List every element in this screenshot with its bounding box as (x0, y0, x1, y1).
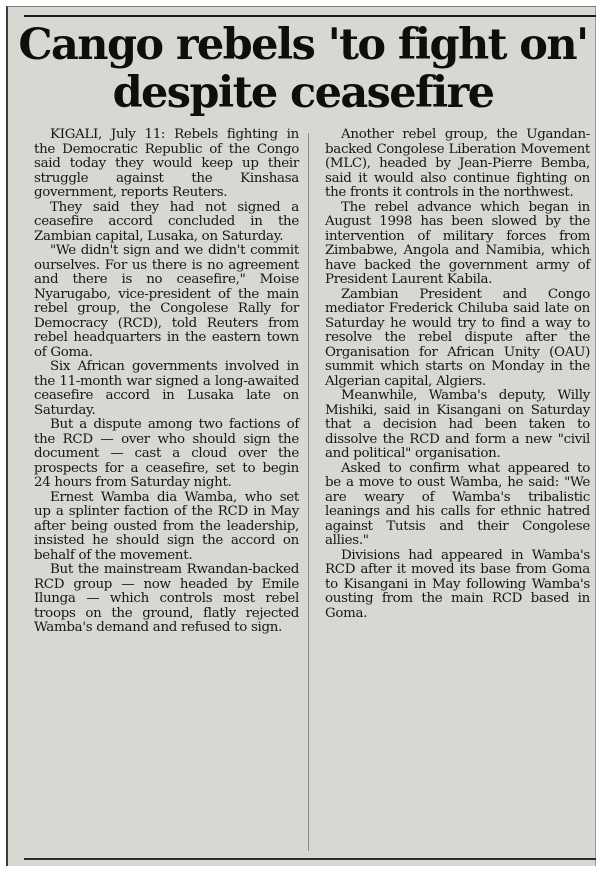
paragraph: But the mainstream Rwandan-backed RCD group — now headed by Emile Ilunga — which controls most rebel troops on the ground, flatly rejected Wamba's demand and refused to sign. (34, 562, 299, 635)
headline (8, 21, 598, 117)
paragraph: Six African governments involved in the 11-month war signed a long-awaited ceasefire accord in Lusaka late on Saturday. (34, 359, 299, 418)
paragraph: Another rebel group, the Ugandan-backed Congolese Liberation Movement (MLC), headed by Jean-Pierre Bemba, said it would also continue fighting on the fronts it controls in the northwest. (325, 127, 590, 200)
headline-line-1: Cango rebels 'to fight on' (18, 20, 588, 70)
paragraph: The rebel advance which began in August 1998 has been slowed by the intervention of military forces from Zimbabwe, Angola and Namibia, which have backed the government army of President Laurent Kabila. (325, 199, 590, 287)
paragraph: But a dispute among two factions of the RCD — over who should sign the document — cast a cloud over the prospects for a ceasefire, set to begin 24 hours from Saturday night. (34, 417, 299, 490)
top-rule (24, 15, 596, 17)
paragraph: They said they had not signed a ceasefire accord concluded in the Zambian capital, Lusaka, on Saturday. (34, 199, 299, 244)
paragraph: Ernest Wamba dia Wamba, who set up a splinter faction of the RCD in May after being ousted from the leadership, insisted he should sign the accord on behalf of the movement. (34, 489, 299, 563)
article-body (34, 128, 590, 636)
paragraph: Zambian President and Congo mediator Frederick Chiluba said late on Saturday he would try to find a way to resolve the rebel dispute after the Organisation for African Unity (OAU) summit which starts on Monday in the Algerian capital, Algiers. (325, 286, 590, 389)
newspaper-clipping (6, 6, 596, 866)
paragraph: Asked to confirm what appeared to be a move to oust Wamba, he said: "We are weary of Wamba's tribalistic leanings and his calls for ethnic hatred against Tutsis and their Congolese allies." (325, 460, 590, 548)
paragraph: Divisions had appeared in Wamba's RCD after it moved its base from Goma to Kisangani in May following Wamba's ousting from the main RCD based in Goma. (325, 547, 590, 621)
bottom-rule (24, 858, 596, 860)
paragraph: "We didn't sign and we didn't commit ourselves. For us there is no agreement and there is no ceasefire," Moise Nyarugabo, vice-president of the main rebel group, the Congolese Rally for Democracy (RCD), told Reuters from rebel headquarters in the eastern town of Goma. (34, 243, 299, 360)
column-right (325, 128, 590, 636)
paragraph: Meanwhile, Wamba's deputy, Willy Mishiki, said in Kisangani on Saturday that a decision had been taken to dissolve the RCD and form a new "civil and political" organisation. (325, 388, 590, 461)
headline-line-2: despite ceasefire (112, 68, 494, 118)
paragraph: KIGALI, July 11: Rebels fighting in the Democratic Republic of the Congo said today they would keep up their struggle against the Kinshasa government, reports Reuters. (34, 127, 299, 200)
column-left (34, 128, 299, 636)
